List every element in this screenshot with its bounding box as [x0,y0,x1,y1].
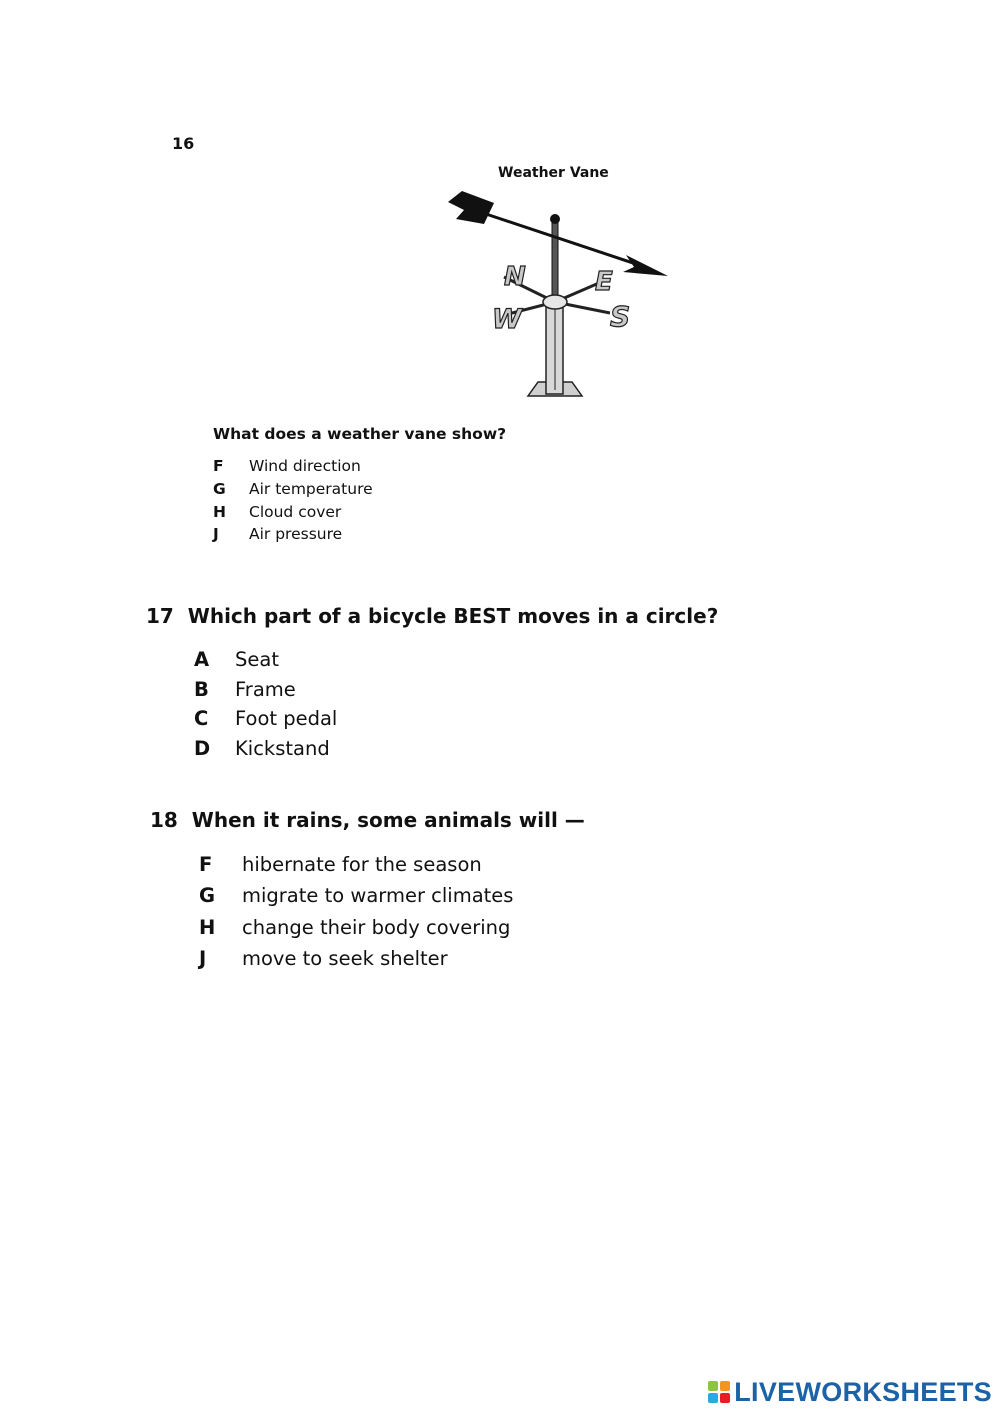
option-letter: D [194,736,211,760]
option-text: Cloud cover [249,502,342,521]
answer-option[interactable] [213,478,373,501]
answer-option[interactable] [194,675,337,705]
vane-arrow-head [623,255,668,276]
question-18-heading [150,808,585,832]
answer-option[interactable] [199,849,513,880]
vane-arrow-tail [448,191,494,224]
option-letter: F [199,853,213,877]
liveworksheets-brand: LIVEWORKSHEETS [734,1376,992,1407]
answer-option[interactable] [199,912,513,943]
option-letter: C [194,707,209,731]
answer-option[interactable] [194,704,337,734]
option-letter: A [194,648,210,672]
option-text: Seat [235,648,279,672]
answer-option[interactable] [213,523,373,546]
liveworksheets-logo-icon [708,1381,730,1403]
compass-letter-s: S [610,300,631,333]
option-text: Frame [235,677,296,701]
option-text: move to seek shelter [242,947,448,971]
question-17-stem: Which part of a bicycle BEST moves in a circle? [187,604,719,628]
weather-vane-figure [420,182,680,412]
answer-option[interactable] [199,880,513,911]
question-16-options [213,455,373,546]
liveworksheets-logo[interactable] [708,1377,992,1407]
option-text: Wind direction [249,457,361,476]
compass-letter-w: W [492,304,522,335]
question-18-number: 18 [150,808,178,832]
option-text: hibernate for the season [242,853,482,877]
answer-option[interactable] [213,455,373,478]
answer-option[interactable] [213,500,373,523]
option-letter: J [213,525,219,544]
option-text: Foot pedal [235,707,338,731]
compass-letter-n: N [504,262,526,292]
compass-letter-e: E [595,267,613,297]
figure-caption: Weather Vane [498,165,609,181]
option-text: Air temperature [249,480,373,499]
option-letter: J [199,947,207,971]
question-17-number: 17 [146,604,174,628]
question-17-heading [146,604,718,628]
answer-option[interactable] [194,645,337,675]
answer-option[interactable] [199,943,513,974]
option-text: Kickstand [235,736,330,760]
option-letter: F [213,457,224,476]
option-text: migrate to warmer climates [242,884,514,908]
option-letter: H [213,502,226,521]
option-letter: G [199,884,216,908]
option-text: change their body covering [242,915,511,939]
option-letter: G [213,480,226,499]
vane-rod [552,220,558,306]
option-letter: B [194,677,209,701]
vane-arrow-shaft [480,212,645,267]
question-16-number: 16 [172,134,195,153]
question-16-stem: What does a weather vane show? [213,425,507,443]
question-17-options [194,645,337,763]
question-18-options [199,849,513,974]
answer-option[interactable] [194,734,337,764]
option-letter: H [199,915,216,939]
question-18-stem: When it rains, some animals will — [191,808,585,832]
option-text: Air pressure [249,525,343,544]
